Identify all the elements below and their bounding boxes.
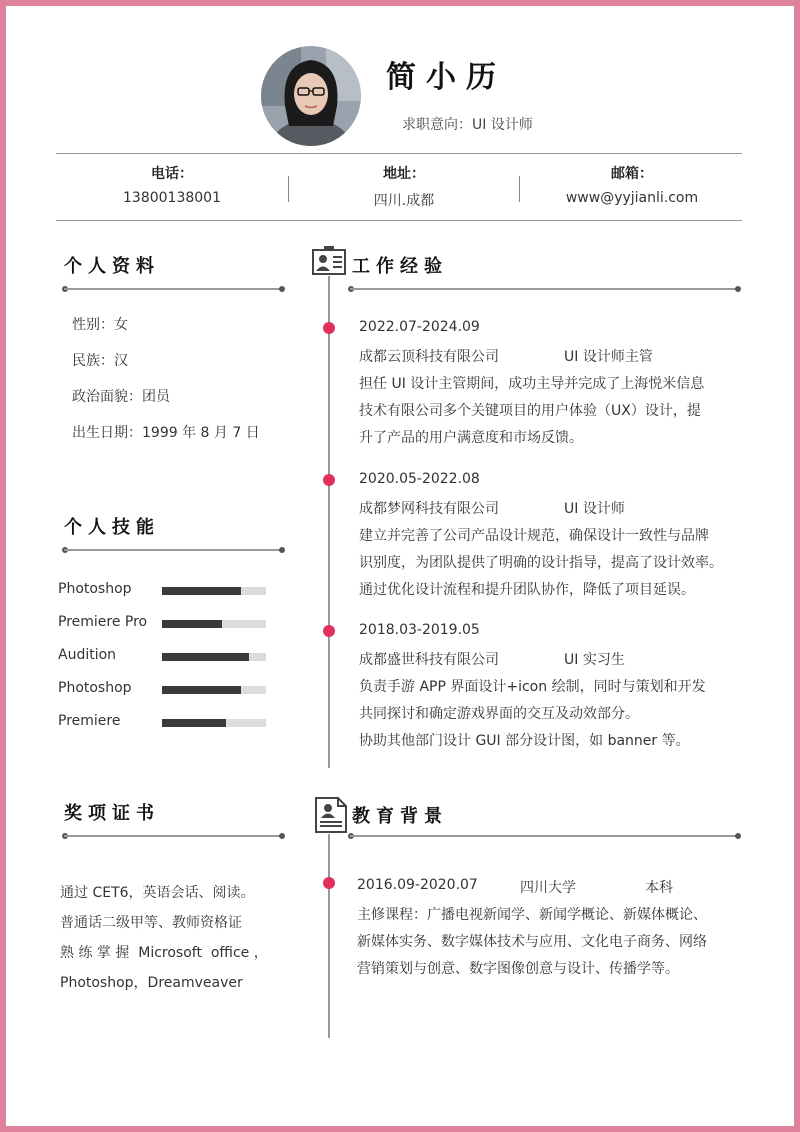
candidate-name: 简小历: [386, 60, 506, 95]
skill-name: Audition: [58, 647, 117, 663]
work-role: UI 设计师主管: [564, 349, 653, 365]
work-desc-line: 共同探讨和确定游戏界面的交互及动效部分。: [359, 706, 639, 722]
work-desc-line: 升了产品的用户满意度和市场反馈。: [359, 430, 583, 446]
skill-bar: [162, 686, 266, 694]
education-course-line: 主修课程：广播电视新闻学、新闻学概论、新媒体概论、: [357, 907, 707, 923]
email-label: 邮箱：: [611, 166, 653, 182]
timeline-dot: [323, 322, 335, 334]
id-card-icon: [312, 246, 344, 274]
avatar: [261, 46, 361, 146]
work-desc-line: 识别度，为团队提供了明确的设计指导，提高了设计效率。: [359, 555, 723, 571]
education-rule: [350, 835, 738, 837]
education-school: 四川大学: [520, 880, 576, 896]
skill-bar-fill: [162, 587, 241, 595]
timeline-dot: [323, 877, 335, 889]
profile-rule: [64, 288, 282, 290]
work-rule: [350, 288, 738, 290]
skill-bar-fill: [162, 620, 222, 628]
contact-bottom-divider: [56, 220, 742, 221]
education-degree: 本科: [645, 880, 673, 896]
work-desc-line: 负责手游 APP 界面设计+icon 绘制，同时与策划和开发: [359, 679, 706, 695]
skill-bar: [162, 587, 266, 595]
award-line: Photoshop，Dreamveaver: [60, 975, 243, 991]
work-date: 2022.07-2024.09: [359, 319, 480, 335]
education-course-line: 新媒体实务、数字媒体技术与应用、文化电子商务、网络: [357, 934, 707, 950]
timeline-dot: [323, 625, 335, 637]
work-timeline: [328, 276, 330, 768]
skill-name: Photoshop: [58, 581, 132, 597]
phone-label: 电话：: [151, 166, 193, 182]
contact-separator: [288, 176, 289, 202]
work-title: 工作经验: [352, 256, 448, 277]
work-role: UI 实习生: [564, 652, 625, 668]
award-line: 通过 CET6，英语会话、阅读。: [60, 885, 255, 901]
education-title: 教育背景: [352, 806, 448, 827]
rule-dot: [279, 286, 285, 292]
skill-bar-fill: [162, 686, 241, 694]
skill-bar: [162, 653, 266, 661]
awards-rule: [64, 835, 282, 837]
work-desc-line: 协助其他部门设计 GUI 部分设计图，如 banner 等。: [359, 733, 690, 749]
contact-separator: [519, 176, 520, 202]
rule-dot: [279, 547, 285, 553]
timeline-dot: [323, 474, 335, 486]
work-desc-line: 技术有限公司多个关键项目的用户体验（UX）设计，提: [359, 403, 701, 419]
phone-value: 13800138001: [123, 190, 221, 206]
skill-name: Premiere: [58, 713, 121, 729]
address-value: 四川.成都: [373, 193, 435, 209]
education-course-line: 营销策划与创意、数字图像创意与设计、传播学等。: [357, 961, 679, 977]
work-company: 成都云顶科技有限公司: [359, 349, 499, 365]
education-timeline: [328, 834, 330, 1038]
profile-title: 个人资料: [64, 256, 160, 277]
award-line: 熟 练 掌 握 Microsoft office ，: [60, 945, 268, 961]
work-desc-line: 建立并完善了公司产品设计规范，确保设计一致性与品牌: [359, 528, 709, 544]
skill-bar: [162, 719, 266, 727]
work-role: UI 设计师: [564, 501, 625, 517]
work-date: 2018.03-2019.05: [359, 622, 480, 638]
education-date: 2016.09-2020.07: [357, 877, 478, 893]
address-label: 地址：: [383, 166, 425, 182]
birthdate-info: 出生日期：1999 年 8 月 7 日: [72, 425, 260, 441]
rule-dot: [735, 833, 741, 839]
skill-name: Photoshop: [58, 680, 132, 696]
job-intention: 求职意向：UI 设计师: [402, 117, 533, 133]
skills-title: 个人技能: [64, 517, 160, 538]
rule-dot: [735, 286, 741, 292]
work-company: 成都梦网科技有限公司: [359, 501, 499, 517]
email-value: www@yyjianli.com: [565, 190, 699, 206]
work-desc-line: 担任 UI 设计主管期间，成功主导并完成了上海悦米信息: [359, 376, 705, 392]
work-desc-line: 通过优化设计流程和提升团队协作，降低了项目延误。: [359, 582, 695, 598]
skill-bar-fill: [162, 719, 226, 727]
contact-top-divider: [56, 153, 742, 154]
document-person-icon: [314, 796, 348, 834]
gender-info: 性别：女: [72, 317, 128, 333]
award-line: 普通话二级甲等、教师资格证: [60, 915, 242, 931]
ethnicity-info: 民族：汉: [72, 353, 128, 369]
work-date: 2020.05-2022.08: [359, 471, 480, 487]
awards-title: 奖项证书: [64, 803, 160, 824]
skills-rule: [64, 549, 282, 551]
skill-bar-fill: [162, 653, 249, 661]
skill-name: Premiere Pro: [58, 614, 148, 630]
work-company: 成都盛世科技有限公司: [359, 652, 499, 668]
political-status-info: 政治面貌：团员: [72, 389, 170, 405]
rule-dot: [279, 833, 285, 839]
skill-bar: [162, 620, 266, 628]
